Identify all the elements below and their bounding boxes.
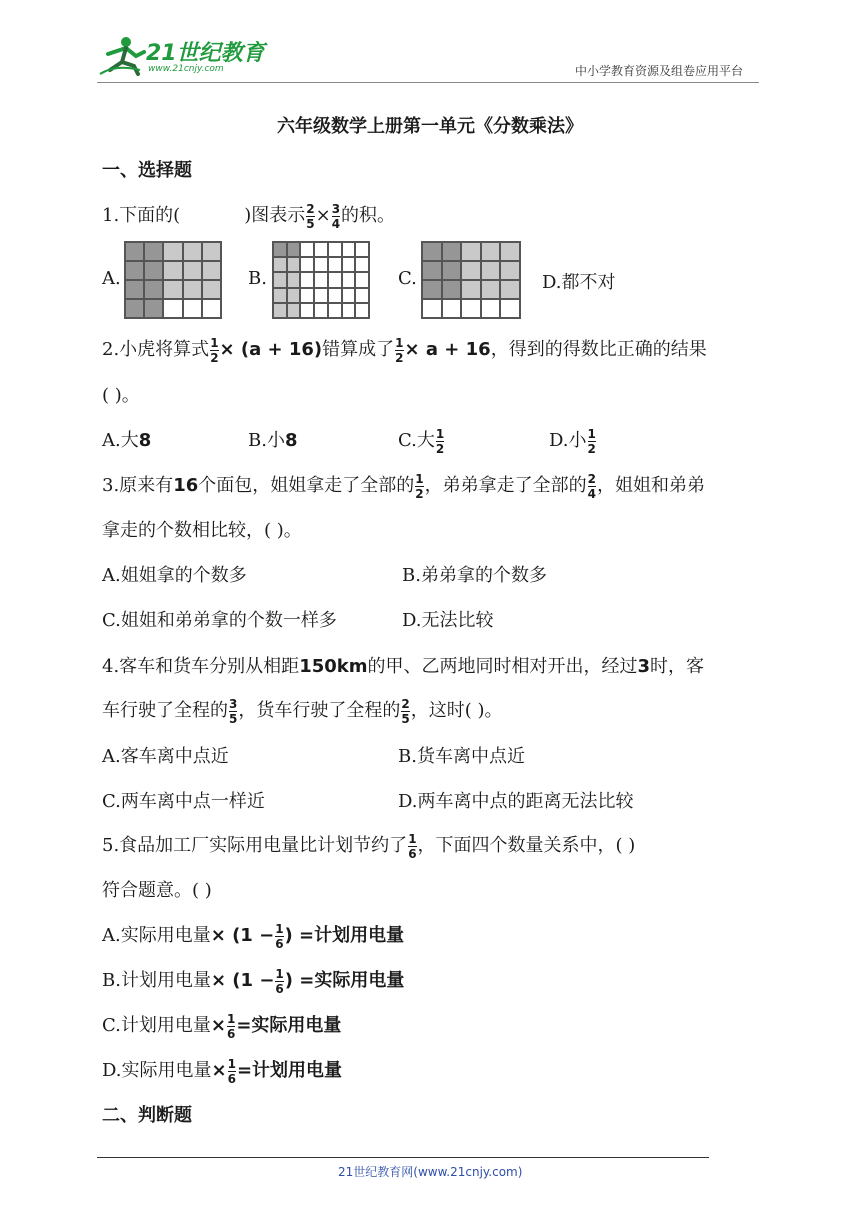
q2-option-b[interactable]: B.小8 [248,430,298,451]
question-2-stem [102,335,707,364]
q3-option-c[interactable]: C.姐姐和弟弟拿的个数一样多 [102,610,337,631]
grid-cell [125,242,144,261]
q1-fraction: $\frac{2}{5}$ [306,201,315,231]
q5-stem-part: 5.食品加工厂实际用电量比计划节约了 [102,835,408,856]
q5-option-c[interactable]: C.计划用电量× $\frac{1}{6}$ =实际用电量 [102,1011,342,1041]
grid-cell [163,280,182,299]
grid-cell [314,272,328,287]
q2-stem-part: 错算成了 [322,339,395,360]
q5-stem-part: ，下面四个数量关系中，( ) [417,835,636,856]
logo-url: www.21cnjy.com [148,64,224,74]
question-4-stem [102,652,704,678]
grid-cell [287,257,301,272]
q3-option-b[interactable]: B.弟弟拿的个数多 [402,565,547,586]
q3-number: 16 [173,475,199,496]
question-2-line2: ( )。 [102,385,140,406]
grid-cell [300,288,314,303]
q4-hours: 3 [637,656,651,677]
q3-stem-part: ，姐姐和弟弟 [596,475,705,496]
grid-cell [314,257,328,272]
grid-cell [355,303,369,318]
grid-cell [300,272,314,287]
q2-option-d[interactable]: D.小 $\frac{1}{2}$ [549,426,596,456]
q2-option-a[interactable]: A.大8 [102,430,152,451]
q2-expression: × a + 16 [404,339,491,360]
q3-option-d[interactable]: D.无法比较 [402,610,494,631]
header-platform-text: 中小学教育资源及组卷应用平台 [575,64,744,78]
grid-cell [461,280,481,299]
grid-cell [422,242,442,261]
grid-cell [144,242,163,261]
q5-option-d[interactable]: D.实际用电量× $\frac{1}{6}$ =计划用电量 [102,1056,343,1086]
grid-cell [183,280,202,299]
q4-line-part: ，这时( )。 [410,700,503,721]
grid-cell [342,272,356,287]
question-1-stem [102,201,395,230]
q3-fraction: $\frac{1}{2}$ [415,471,424,501]
grid-cell [422,280,442,299]
q3-fraction: $\frac{2}{4}$ [587,471,596,501]
q1-option-a-figure [124,241,222,319]
grid-cell [342,303,356,318]
q1-stem-part: )图表示 [244,205,306,226]
grid-cell [125,299,144,318]
grid-cell [422,261,442,280]
q4-line-part: 车行驶了全程的 [102,700,228,721]
grid-cell [481,242,501,261]
grid-cell [342,288,356,303]
footer-site-text: 21世纪教育网(www.21cnjy.com) [338,1165,523,1179]
question-3-stem [102,471,705,500]
q5-option-b[interactable]: B.计划用电量× (1 − $\frac{1}{6}$ ) =实际用电量 [102,966,405,996]
grid-cell [442,280,462,299]
grid-cell [355,288,369,303]
grid-cell [342,257,356,272]
q1-option-c-label[interactable]: C. [398,268,417,289]
grid-cell [287,242,301,257]
grid-cell [300,257,314,272]
grid-cell [300,242,314,257]
grid-cell [500,299,520,318]
q2-fraction: $\frac{1}{2}$ [395,335,404,365]
q3-stem-part: 3.原来有 [102,475,174,496]
logo-text: 21世纪教育 [146,41,265,66]
grid-cell [202,299,221,318]
grid-cell [125,280,144,299]
grid-cell [300,303,314,318]
q1-option-c-figure [421,241,521,319]
grid-cell [287,303,301,318]
grid-cell [328,242,342,257]
grid-cell [442,242,462,261]
grid-cell [328,272,342,287]
grid-cell [183,242,202,261]
grid-cell [461,299,481,318]
grid-cell [202,261,221,280]
q4-line-part: ，货车行驶了全程的 [238,700,401,721]
grid-cell [287,288,301,303]
grid-cell [314,303,328,318]
grid-cell [273,303,287,318]
q4-distance: 150km [299,656,368,677]
grid-cell [287,272,301,287]
q3-option-a[interactable]: A.姐姐拿的个数多 [102,565,247,586]
grid-cell [183,299,202,318]
grid-cell [355,272,369,287]
q4-fraction: $\frac{2}{5}$ [401,696,410,726]
grid-cell [314,288,328,303]
section-heading-choice: 一、选择题 [102,160,192,181]
q1-stem-part: 的积。 [341,205,396,226]
section-heading-judgement: 二、判断题 [102,1105,192,1126]
q5-fraction: $\frac{1}{6}$ [408,831,417,861]
grid-cell [355,257,369,272]
grid-cell [500,261,520,280]
q1-option-a-label[interactable]: A. [102,268,121,289]
grid-cell [202,280,221,299]
page-title: 六年级数学上册第一单元《分数乘法》 [277,116,583,137]
q4-option-a[interactable]: A.客车离中点近 [102,746,229,767]
q1-stem-part: 1.下面的( [102,205,181,226]
grid-cell [144,261,163,280]
q4-stem-part: 4.客车和货车分别从相距 [102,656,300,677]
q2-fraction: $\frac{1}{2}$ [210,335,219,365]
q1-option-d[interactable]: D.都不对 [542,272,616,293]
grid-cell [481,299,501,318]
q4-option-c[interactable]: C.两车离中点一样近 [102,791,265,812]
question-5-line2: 符合题意。( ) [102,880,212,901]
grid-cell [500,242,520,261]
header-divider [97,82,759,83]
q2-stem-part: 2.小虎将算式 [102,339,210,360]
q3-stem-part: 个面包，姐姐拿走了全部的 [198,475,415,496]
grid-cell [273,257,287,272]
q4-stem-part: 的甲、乙两地同时相对开出，经过 [367,656,638,677]
grid-cell [183,261,202,280]
grid-cell [328,303,342,318]
grid-cell [314,242,328,257]
grid-cell [461,261,481,280]
q1-option-b-label[interactable]: B. [248,268,267,289]
site-logo [96,34,266,78]
grid-cell [442,299,462,318]
grid-cell [442,261,462,280]
grid-cell [355,242,369,257]
q2-option-c[interactable]: C.大 $\frac{1}{2}$ [398,426,445,456]
grid-cell [163,299,182,318]
q2-stem-part: ，得到的得数比正确的结果 [490,339,707,360]
times-sign: × [315,205,331,226]
grid-cell [461,242,481,261]
grid-cell [144,280,163,299]
grid-cell [163,261,182,280]
grid-cell [144,299,163,318]
grid-cell [273,272,287,287]
q4-option-d[interactable]: D.两车离中点的距离无法比较 [398,791,634,812]
grid-cell [163,242,182,261]
q1-option-b-figure [272,241,370,319]
grid-cell [422,299,442,318]
grid-cell [125,261,144,280]
q4-stem-part: 时，客 [650,656,705,677]
q4-fraction: $\frac{3}{5}$ [229,696,238,726]
grid-cell [342,242,356,257]
question-5-stem [102,831,635,860]
footer-divider [97,1157,709,1158]
q2-expression: × (a + 16) [219,339,323,360]
grid-cell [273,242,287,257]
q4-option-b[interactable]: B.货车离中点近 [398,746,525,767]
grid-cell [202,242,221,261]
grid-cell [273,288,287,303]
grid-cell [481,280,501,299]
grid-cell [481,261,501,280]
grid-cell [328,288,342,303]
grid-cell [328,257,342,272]
question-4-line2 [102,696,503,725]
q3-stem-part: ，弟弟拿走了全部的 [424,475,587,496]
grid-cell [500,280,520,299]
question-3-line2: 拿走的个数相比较，( )。 [102,520,302,541]
q5-option-a[interactable]: A.实际用电量× (1 − $\frac{1}{6}$ ) =计划用电量 [102,921,405,951]
q1-fraction: $\frac{3}{4}$ [331,201,341,231]
